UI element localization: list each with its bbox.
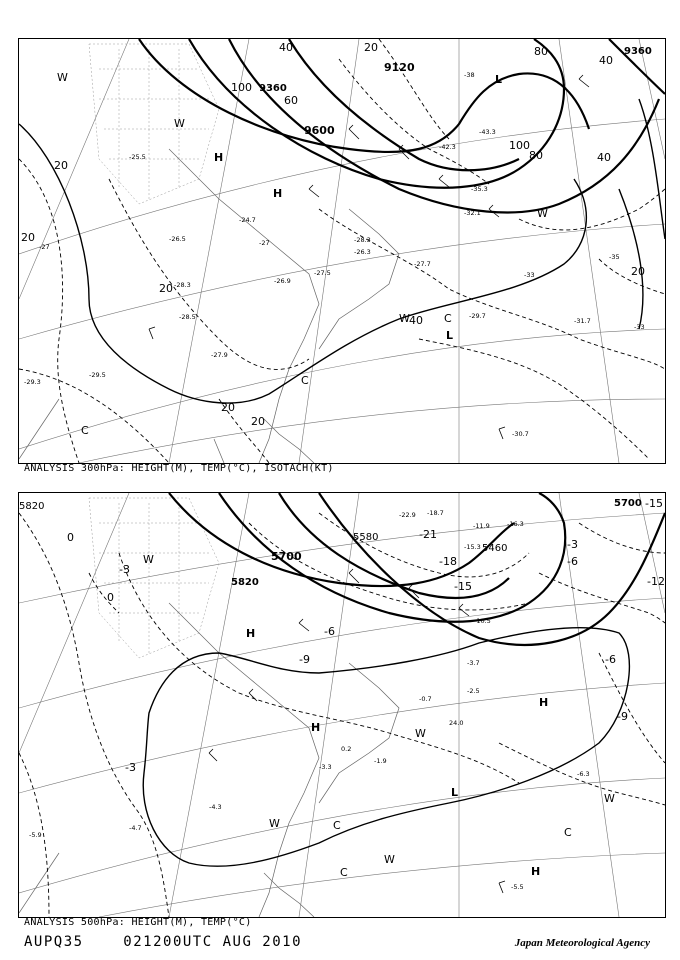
svg-text:-1.9: -1.9 [374,757,387,765]
height-contours [19,39,665,403]
svg-text:0.2: 0.2 [341,745,352,753]
svg-text:100: 100 [509,139,530,152]
low-center: L [495,73,503,86]
svg-text:-33: -33 [634,323,645,331]
svg-text:-15: -15 [645,497,663,510]
map-300hpa [19,39,665,463]
warm-marker: W [143,553,154,566]
height-label-9360-ne: 9360 [624,46,652,57]
svg-text:-26.9: -26.9 [274,277,291,285]
svg-text:20: 20 [364,41,378,54]
valid-datetime: 021200UTC AUG 2010 [123,934,303,950]
svg-text:-9: -9 [299,653,310,666]
warm-marker: W [604,792,615,805]
svg-text:-25.5: -25.5 [129,153,146,161]
low-center: L [451,786,459,799]
product-header [24,934,302,950]
svg-text:-3.7: -3.7 [467,659,480,667]
pressure-systems [143,553,615,879]
svg-text:-0.7: -0.7 [419,695,432,703]
height-labels [259,46,652,137]
svg-text:40: 40 [599,54,613,67]
svg-text:-10.5: -10.5 [474,617,491,625]
height-label-5700: 5700 [271,550,302,563]
svg-text:40: 40 [409,314,423,327]
height-label-5700-ne: 5700 [614,498,642,509]
height-label-5580: 5580 [353,532,379,543]
pressure-systems [57,71,548,437]
svg-text:0: 0 [67,531,74,544]
warm-marker: W [537,207,548,220]
warm-marker: W [57,71,68,84]
caption-300hpa: ANALYSIS 300hPa: HEIGHT(M), TEMP(°C), ISOTACH(KT) [24,463,334,474]
svg-text:40: 40 [597,151,611,164]
svg-text:-18.7: -18.7 [427,509,444,517]
svg-text:-28.5: -28.5 [179,313,196,321]
high-center: H [273,187,283,200]
svg-text:-27: -27 [39,243,50,251]
high-center: H [311,721,321,734]
svg-text:-4.7: -4.7 [129,824,142,832]
chart-300hpa [18,38,666,464]
warm-marker: W [399,312,410,325]
height-label-5820-nw: 5820 [19,501,45,512]
svg-text:-32.1: -32.1 [464,209,481,217]
cold-marker: C [301,374,309,387]
cold-marker: C [81,424,89,437]
svg-text:-35.3: -35.3 [471,185,488,193]
high-center: H [539,696,549,709]
svg-text:-30.7: -30.7 [512,430,529,438]
height-labels [19,498,642,588]
svg-text:-38: -38 [464,71,475,79]
cold-marker: C [340,866,348,879]
agency-name: Japan Meteorological Agency [514,937,650,949]
warm-marker: W [269,817,280,830]
high-center: H [246,627,256,640]
svg-text:-2.5: -2.5 [467,687,480,695]
warm-marker: W [384,853,395,866]
svg-text:-31.7: -31.7 [574,317,591,325]
high-center: H [214,151,224,164]
low-center: L [446,329,454,342]
svg-text:20: 20 [54,159,68,172]
svg-text:-18: -18 [439,555,457,568]
svg-text:-27.5: -27.5 [314,269,331,277]
svg-text:-3: -3 [125,761,136,774]
cold-marker: C [444,312,452,325]
svg-text:-15: -15 [454,580,472,593]
svg-text:-11.9: -11.9 [473,522,490,530]
svg-text:-22.9: -22.9 [399,511,416,519]
temp-contours [19,513,665,917]
svg-text:-15.3: -15.3 [464,543,481,551]
caption-500hpa: ANALYSIS 500hPa: HEIGHT(M), TEMP(°C) [24,917,252,928]
svg-text:60: 60 [284,94,298,107]
svg-text:-4.3: -4.3 [209,803,222,811]
high-center: H [531,865,541,878]
svg-text:100: 100 [231,81,252,94]
terrain-hatch [89,44,219,204]
height-label-9120: 9120 [384,61,415,74]
svg-text:20: 20 [221,401,235,414]
product-code: AUPQ35 [24,934,84,950]
svg-text:-9: -9 [617,710,628,723]
svg-text:-29.3: -29.3 [24,378,41,386]
svg-text:-21: -21 [419,528,437,541]
svg-text:-43.3: -43.3 [479,128,496,136]
svg-text:-26.3: -26.3 [354,248,371,256]
svg-text:-3: -3 [567,538,578,551]
warm-marker: W [415,727,426,740]
isotach-labels [21,41,645,428]
terrain-hatch [89,498,219,658]
wind-barbs [149,75,589,439]
svg-text:-6: -6 [605,653,616,666]
svg-text:-35: -35 [609,253,620,261]
chart-500hpa [18,492,666,918]
height-label-5460: 5460 [482,543,508,554]
svg-text:-3.3: -3.3 [319,763,332,771]
svg-text:-33: -33 [524,271,535,279]
svg-text:-26.5: -26.5 [169,235,186,243]
map-500hpa [19,493,665,917]
svg-text:-28.3: -28.3 [354,236,371,244]
svg-text:-5.9: -5.9 [29,831,42,839]
svg-text:-24.7: -24.7 [239,216,256,224]
svg-text:-27.9: -27.9 [211,351,228,359]
svg-text:-6: -6 [567,555,578,568]
svg-text:-6.3: -6.3 [577,770,590,778]
svg-text:20: 20 [159,282,173,295]
height-label-9600: 9600 [304,124,335,137]
svg-text:80: 80 [534,45,548,58]
svg-text:-3: -3 [119,563,130,576]
svg-text:20: 20 [21,231,35,244]
cold-marker: C [333,819,341,832]
warm-marker: W [174,117,185,130]
svg-text:-29.5: -29.5 [89,371,106,379]
svg-text:20: 20 [631,265,645,278]
svg-text:20: 20 [251,415,265,428]
height-label-9360: 9360 [259,83,287,94]
svg-text:-12: -12 [647,575,665,588]
svg-text:-6: -6 [324,625,335,638]
svg-text:-5.5: -5.5 [511,883,524,891]
svg-text:24.0: 24.0 [449,719,464,727]
cold-marker: C [564,826,572,839]
svg-text:40: 40 [279,41,293,54]
obs-labels [29,509,590,891]
svg-text:-27: -27 [259,239,270,247]
svg-text:80: 80 [529,149,543,162]
height-label-5820: 5820 [231,577,259,588]
svg-text:-27.7: -27.7 [414,260,431,268]
svg-text:-29.7: -29.7 [469,312,486,320]
svg-text:-16.3: -16.3 [507,520,524,528]
svg-text:-42.3: -42.3 [439,143,456,151]
svg-text:0: 0 [107,591,114,604]
svg-text:-28.3: -28.3 [174,281,191,289]
